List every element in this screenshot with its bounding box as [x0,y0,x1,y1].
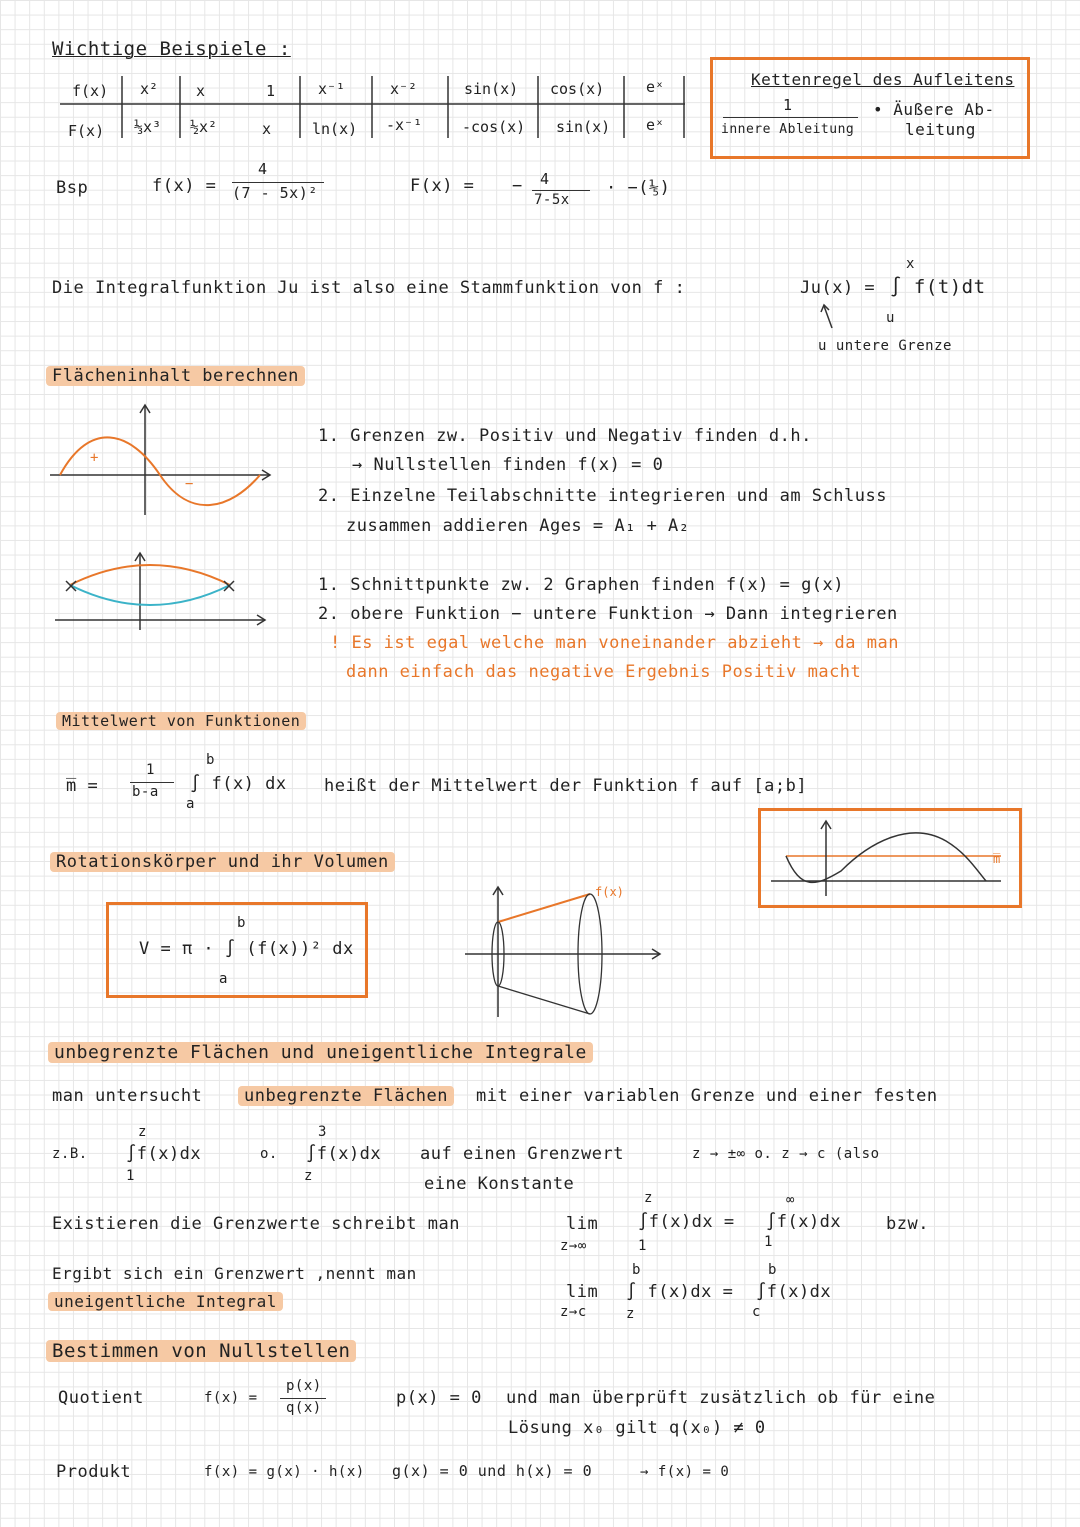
rotation-formula-box [106,902,368,998]
improper-heading: unbegrenzte Flächen und uneigentliche Integrale [48,1042,593,1063]
cell: ⅓x³ [134,118,162,136]
product-cond: g(x) = 0 und h(x) = 0 [392,1462,593,1480]
improper-line1c: mit einer variablen Grenze und einer festen [476,1086,938,1106]
cell: 1 [266,82,276,100]
mean-symbol: m̅ = [66,776,99,796]
example-F-minus: − [512,176,523,196]
int1-upper: z [138,1124,147,1140]
example-f-den: (7 - 5x)² [232,184,318,202]
area-step: 2. obere Funktion − untere Funktion → Dann integrieren [318,604,898,624]
cell: sin(x) [464,80,519,98]
cell: x [196,82,206,100]
int2-upper: 3 [318,1124,327,1140]
mean-lower: a [186,796,195,812]
mean-graph [761,811,1025,911]
chain-rule-title: Kettenregel des Aufleitens [751,70,1015,89]
area-step: 1. Grenzen zw. Positiv und Negativ finden d.h. [318,426,812,446]
zeros-heading: Bestimmen von Nullstellen [46,1340,356,1362]
example-F-den: 7-5x [534,192,570,208]
improper-line2b: eine Konstante [424,1174,575,1194]
rotation-formula: V = π · ∫ (f(x))² dx [139,939,354,959]
quotient-text1: und man überprüft zusätzlich ob für eine [506,1388,936,1408]
area-heading: Flächeninhalt berechnen [46,366,305,386]
lim1-sub: z→∞ [560,1238,587,1254]
int1-lower: 1 [126,1168,135,1184]
lim1-int-upper: z [644,1190,653,1206]
integral-function-integral: ∫ f(t)dt [890,276,986,298]
fraction-bar [723,117,858,118]
example-f: f(x) = [152,176,217,196]
plus-sign: + [90,450,99,466]
limit-note: z → ±∞ o. z → c (also [692,1146,880,1162]
page-title: Wichtige Beispiele : [52,38,291,60]
cell: sin(x) [556,118,611,136]
mean-graph-label: m̅ [993,852,1001,866]
area-step: → Nullstellen finden f(x) = 0 [352,455,664,475]
lim1-res-upper: ∞ [786,1192,795,1208]
result-text2: uneigentliche Integral [48,1292,283,1311]
fraction-bar [280,1398,326,1399]
arrow-icon [818,300,858,340]
row-F-label: F(x) [68,122,105,140]
area-note: ! Es ist egal welche man voneinander abzieht → da man [330,633,899,653]
mean-num: 1 [146,762,155,778]
result-text1: Ergibt sich ein Grenzwert ,nennt man [52,1264,417,1283]
lim2-res-lower: c [752,1304,761,1320]
improper-line1b: unbegrenzte Flächen [238,1086,454,1106]
area-step: 1. Schnittpunkte zw. 2 Graphen finden f(x) = g(x) [318,575,845,595]
rotation-body-graph [460,882,680,1022]
cell: x [262,120,272,138]
cell: eˣ [646,116,665,134]
lim2-int-lower: z [626,1306,635,1322]
lim1: lim [566,1214,599,1234]
cell: x⁻² [390,80,418,98]
improper-line2: auf einen Grenzwert [420,1144,624,1164]
int2: ∫f(x)dx [306,1144,382,1164]
product-result: → f(x) = 0 [640,1464,730,1480]
cell: -cos(x) [462,118,526,136]
or-label: o. [260,1146,278,1162]
cell: ln(x) [312,120,358,138]
example-label: Bsp [56,178,89,198]
quotient-text2: Lösung x₀ gilt q(x₀) ≠ 0 [508,1418,766,1438]
lim1-res: ∫f(x)dx [766,1212,842,1232]
mean-heading: Mittelwert von Funktionen [56,712,306,730]
chain-rule-box [710,57,1030,159]
lower-limit-note: u untere Grenze [818,338,952,354]
chain-rule-numerator: 1 [783,96,793,114]
area-step: zusammen addieren Ages = A₁ + A₂ [346,516,690,536]
cell: ½x² [190,118,218,136]
quotient-f: f(x) = [204,1390,258,1406]
integral-function-formula: Ju(x) = [800,278,876,298]
lim2-res-upper: b [768,1262,777,1278]
example-F-factor: · −(⅕) [606,178,671,198]
fraction-bar [232,182,324,183]
mean-den: b-a [132,784,159,800]
chain-rule-denominator: innere Ableitung [721,122,855,137]
lim1-int-lower: 1 [638,1238,647,1254]
rotation-curve-label: f(x) [595,885,624,899]
example-F: F(x) = [410,176,475,196]
lim2-res: ∫f(x)dx [756,1282,832,1302]
row-f-label: f(x) [72,82,109,100]
cell: x² [140,80,159,98]
mean-graph-box [758,808,1022,908]
cell: x⁻¹ [318,80,346,98]
quotient-den: q(x) [286,1400,322,1416]
cell: eˣ [646,78,665,96]
mean-integral: ∫ f(x) dx [190,774,287,794]
lim2-sub: z→c [560,1304,587,1320]
cell: -x⁻¹ [386,116,423,134]
rotation-lower: a [219,971,228,987]
lim1-res-lower: 1 [764,1234,773,1250]
lim2: lim [566,1282,599,1302]
bzw-label: bzw. [886,1214,929,1234]
cell: cos(x) [550,80,605,98]
area-note: dann einfach das negative Ergebnis Positiv macht [346,662,862,682]
integral-function-sentence: Die Integralfunktion Ju ist also eine Stammfunktion von f : [52,278,686,298]
lim2-int: ∫ f(x)dx = [626,1282,734,1302]
area-two-graphs [50,545,290,635]
integral-lower: u [886,310,895,326]
quotient-num: p(x) [286,1378,322,1394]
integral-upper: x [906,256,915,272]
table-lines [0,0,700,80]
lim1-int: ∫f(x)dx = [638,1212,735,1232]
fraction-bar [130,782,174,783]
product-label: Produkt [56,1462,132,1482]
int2-lower: z [304,1168,313,1184]
fraction-bar [532,190,590,191]
example-f-num: 4 [258,160,268,178]
exist-text: Existieren die Grenzwerte schreibt man [52,1214,460,1234]
lim2-int-upper: b [632,1262,641,1278]
zb-label: z.B. [52,1146,88,1162]
chain-rule-outer2: leitung [905,120,976,139]
example-F-num: 4 [540,170,550,188]
improper-line1a: man untersucht [52,1086,203,1106]
area-sine-graph [50,400,290,520]
minus-sign: − [185,476,194,492]
quotient-label: Quotient [58,1388,144,1408]
int1: ∫f(x)dx [126,1144,202,1164]
chain-rule-outer: • Äußere Ab- [873,100,995,119]
quotient-cond: p(x) = 0 [396,1388,482,1408]
rotation-upper: b [237,915,246,931]
mean-upper: b [206,752,215,768]
mean-text: heißt der Mittelwert der Funktion f auf [a;b] [324,776,808,796]
product-f: f(x) = g(x) · h(x) [204,1464,365,1480]
area-step: 2. Einzelne Teilabschnitte integrieren und am Schluss [318,486,887,506]
rotation-heading: Rotationskörper und ihr Volumen [50,852,395,872]
